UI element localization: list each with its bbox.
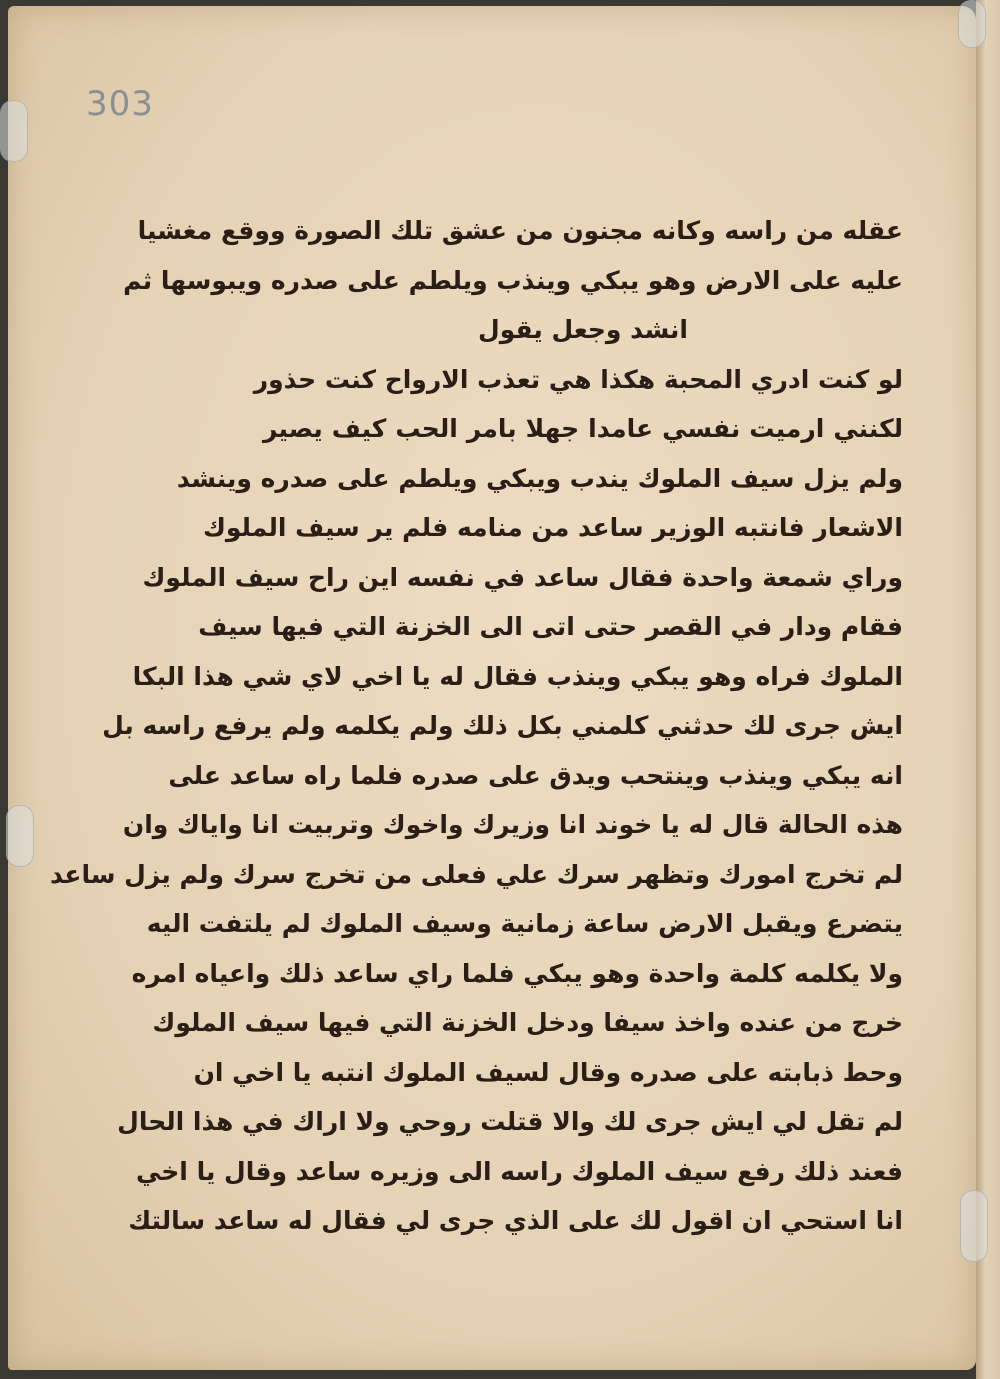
text-line: خرج من عنده واخذ سيفا ودخل الخزنة التي فيها سيف الملوك — [152, 1008, 903, 1037]
text-line: الاشعار فانتبه الوزير ساعد من منامه فلم ير سيف الملوك — [202, 513, 903, 542]
text-line: عليه على الارض وهو يبكي وينذب ويلطم على صدره ويبوسها ثم — [123, 265, 903, 295]
text-line: وراي شمعة واحدة فقال ساعد في نفسه اين راح سيف الملوك — [142, 562, 903, 592]
verse-line: لكنني ارميت نفسي عامدا جهلا بامر الحب كيف يصير — [263, 414, 903, 443]
text-line: يتضرع ويقبل الارض ساعة زمانية وسيف الملوك لم يلتفت اليه — [146, 909, 903, 938]
text-line: وحط ذبابته على صدره وقال لسيف الملوك انتبه يا اخي ان — [193, 1057, 903, 1087]
page-clip-right-upper — [958, 0, 986, 48]
page-clip-left-upper — [0, 100, 28, 162]
text-line: فقام ودار في القصر حتى اتى الى الخزنة التي فيها سيف — [198, 612, 903, 641]
verse-heading: انشد وجعل يقول — [478, 315, 688, 344]
text-line: انا استحي ان اقول لك على الذي جرى لي فقال له ساعد سالتك — [128, 1206, 903, 1235]
text-line: ولا يكلمه كلمة واحدة وهو يبكي فلما راي ساعد ذلك واعياه امره — [131, 958, 903, 988]
text-line: فعند ذلك رفع سيف الملوك راسه الى وزيره ساعد وقال يا اخي — [136, 1156, 903, 1186]
text-line: عقله من راسه وكانه مجنون من عشق تلك الصورة ووقع مغشيا — [137, 216, 903, 245]
text-line: لم تخرج امورك وتظهر سرك علي فعلى من تخرج سرك ولم يزل ساعد — [49, 859, 903, 889]
text-line: لم تقل لي ايش جرى لك والا قتلت روحي ولا اراك في هذا الحال — [117, 1107, 903, 1136]
page-clip-right-lower — [960, 1190, 988, 1262]
page-clip-left-lower — [6, 805, 34, 867]
verse-line: لو كنت ادري المحبة هكذا هي تعذب الارواح كنت حذور — [253, 364, 903, 394]
manuscript-page — [8, 6, 976, 1370]
text-line: هذه الحالة قال له يا خوند انا وزيرك واخوك وتربيت انا واياك وان — [122, 810, 903, 839]
text-line: الملوك فراه وهو يبكي وينذب فقال له يا اخي لاي شي هذا البكا — [132, 661, 903, 691]
text-line: انه يبكي وينذب وينتحب ويدق على صدره فلما راه ساعد على — [168, 760, 903, 790]
folio-number: 303 — [86, 84, 154, 124]
manuscript-text-block — [49, 206, 903, 1246]
binding-gutter — [976, 0, 1000, 1379]
text-line: ايش جرى لك حدثني كلمني بكل ذلك ولم يكلمه ولم يرفع راسه بل — [102, 711, 903, 740]
text-line: ولم يزل سيف الملوك يندب ويبكي ويلطم على صدره وينشد — [176, 463, 903, 493]
